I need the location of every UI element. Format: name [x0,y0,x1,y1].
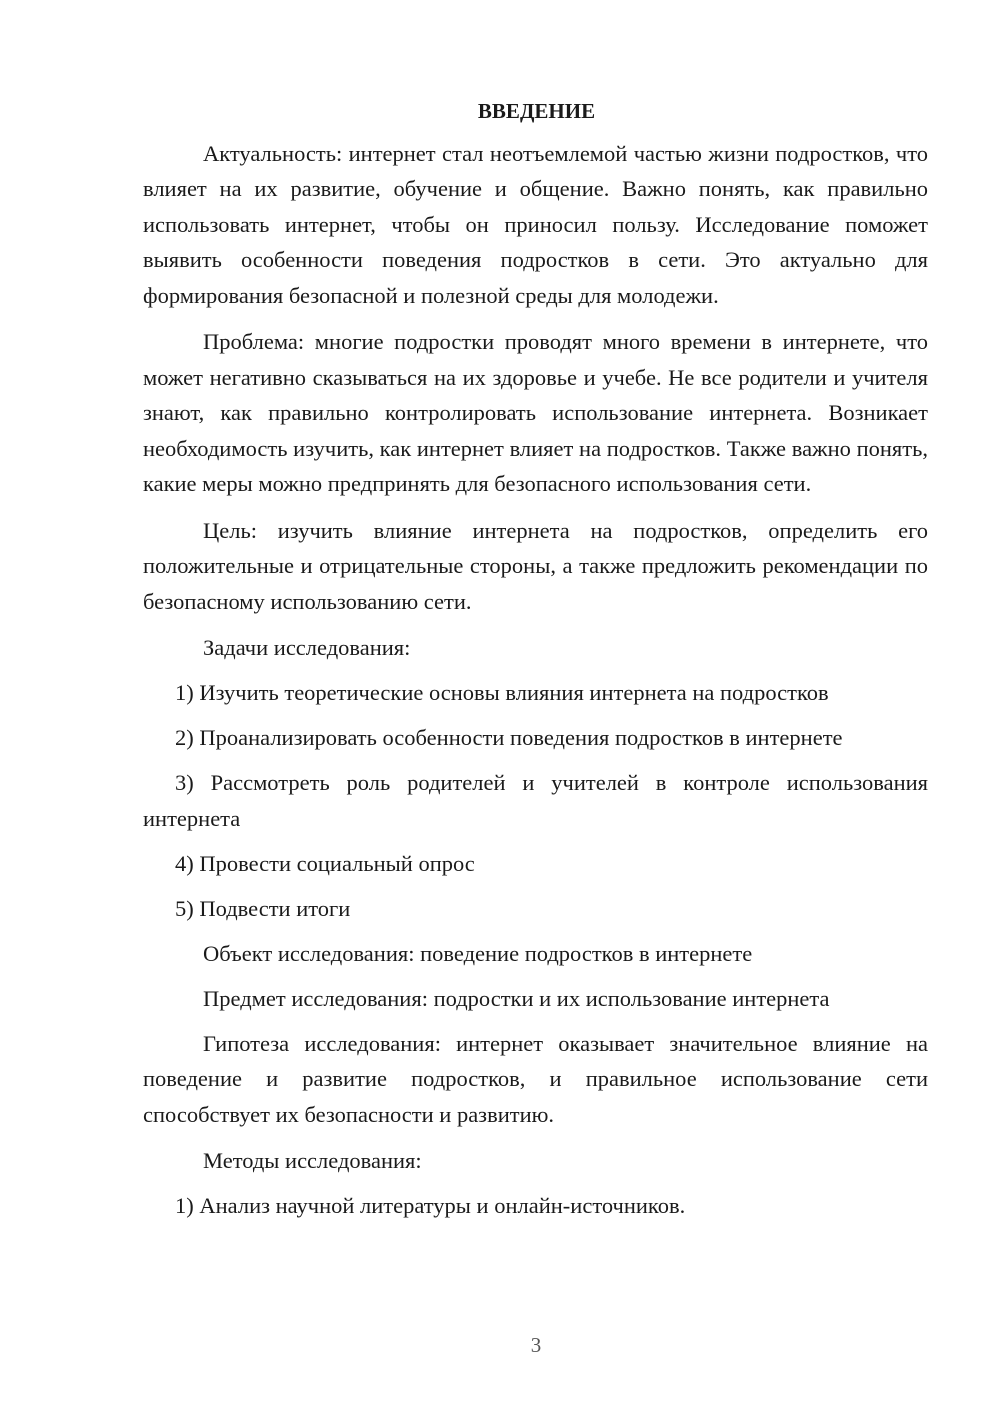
methods-heading: Методы исследования: [203,1148,422,1173]
list-item: 4) Провести социальный опрос [175,850,475,876]
methods-list [143,1188,928,1224]
page-content [143,94,928,1233]
list-item: 5) Подвести итоги [175,895,351,921]
problem-paragraph: Проблема: многие подростки проводят много времени в интернете, что может негативно сказываться на их здоровье и учебе. Не все родители и учителя знают, как правильно контролировать использование интернета. Возникает необходимость изучить, как интернет влияет на подростков. Также важно понять, какие меры можно предпринять для безопасного использования сети. [143,329,928,496]
list-item: 1) Изучить теоретические основы влияния интернета на подростков [175,680,829,705]
hypothesis-paragraph: Гипотеза исследования: интернет оказывает значительное влияние на поведение и развитие подростков, и правильное использование сети способствует их безопасности и развитию. [143,1030,928,1127]
object-line: Объект исследования: поведение подростков в интернете [203,940,753,966]
list-item: 3) Рассмотреть роль родителей и учителей в контроле использования интернета [143,770,928,831]
page-number: 3 [530,1333,542,1357]
goal-paragraph: Цель: изучить влияние интернета на подростков, определить его положительные и отрицательные стороны, а также предложить рекомендации по безопасному использованию сети. [143,517,928,614]
page-title: ВВЕДЕНИЕ [477,99,596,123]
subject-line: Предмет исследования: подростки и их использование интернета [203,985,830,1011]
tasks-list [143,675,928,926]
list-item: 2) Проанализировать особенности поведения подростков в интернете [175,725,843,750]
tasks-heading: Задачи исследования: [203,635,411,660]
relevance-paragraph: Актуальность: интернет стал неотъемлемой частью жизни подростков, что влияет на их развитие, обучение и общение. Важно понять, как правильно использовать интернет, чтобы он приносил пользу. Исследование поможет выявить особенности поведения подростков в сети. Это актуально для формирования безопасной и полезной среды для молодежи. [143,140,928,308]
list-item: 1) Анализ научной литературы и онлайн-источников. [175,1193,686,1218]
